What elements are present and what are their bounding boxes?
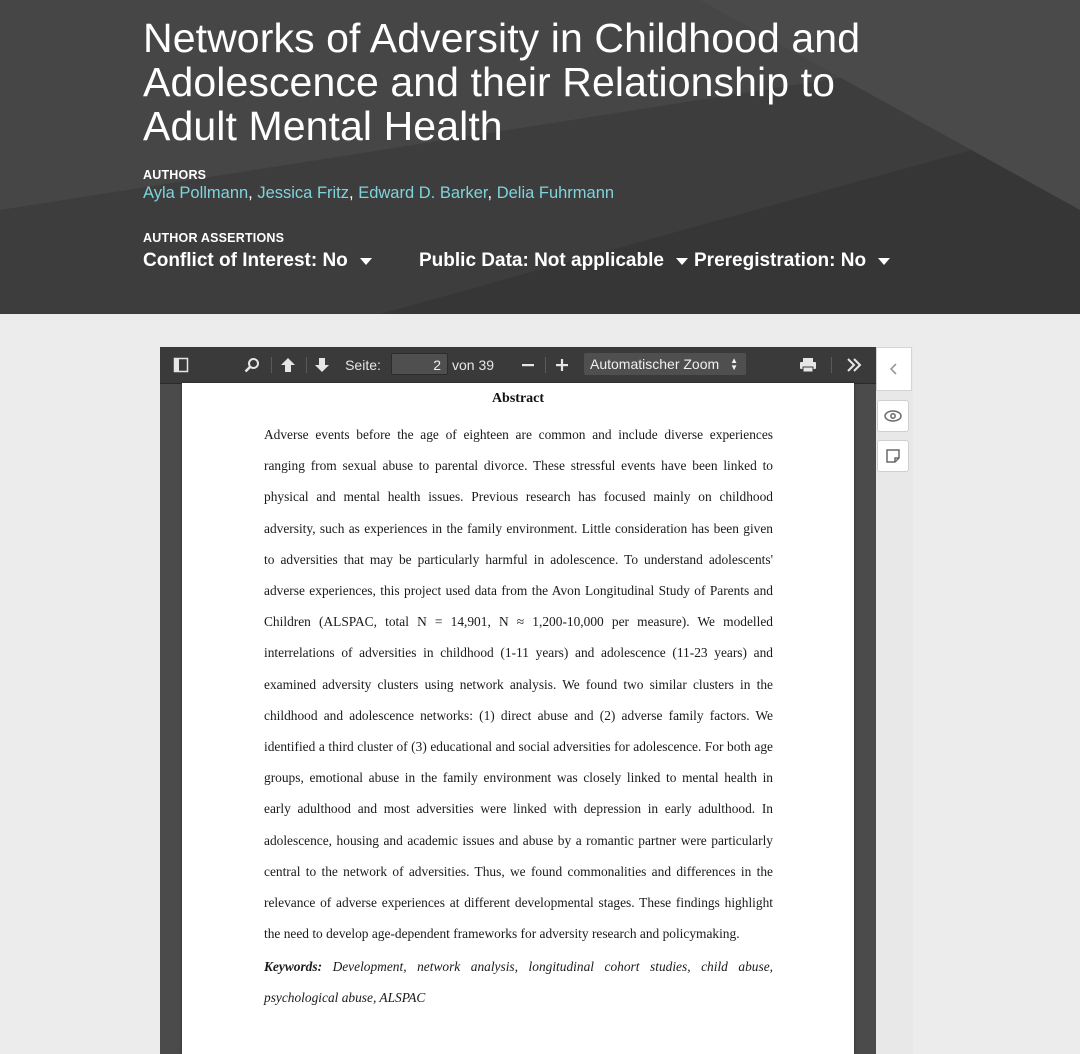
zoom-select[interactable] bbox=[584, 353, 746, 375]
sidebar-toggle-icon[interactable] bbox=[168, 347, 194, 383]
keywords-paragraph bbox=[264, 951, 773, 1013]
toolbar-divider bbox=[306, 357, 307, 373]
zoom-out-icon[interactable] bbox=[515, 347, 541, 383]
authors-list: Ayla Pollmann, Jessica Fritz, Edward D. Barker, Delia Fuhrmann bbox=[143, 184, 615, 202]
authors-label: AUTHORS bbox=[143, 168, 207, 182]
print-icon[interactable] bbox=[795, 347, 821, 383]
select-arrows-icon: ▲ ▼ bbox=[730, 356, 738, 372]
abstract-heading: Abstract bbox=[491, 391, 545, 406]
conflict-of-interest-dropdown[interactable] bbox=[143, 250, 372, 272]
author-link[interactable]: Ayla Pollmann bbox=[143, 184, 249, 202]
toolbar-divider bbox=[831, 357, 832, 373]
page-title: Networks of Adversity in Childhood and Adolescence and their Relationship to Adult Mental Health bbox=[143, 15, 861, 149]
page-label: Seite: bbox=[345, 357, 381, 373]
keywords-text: Development, network analysis, longitudinal cohort studies, child abuse, psychological abuse, ALSPAC bbox=[264, 959, 773, 1006]
toolbar-divider bbox=[271, 357, 272, 373]
page-total: von 39 bbox=[452, 357, 495, 373]
zoom-in-icon[interactable] bbox=[549, 347, 575, 383]
toolbar-divider bbox=[545, 357, 546, 373]
author-link[interactable]: Edward D. Barker bbox=[358, 184, 488, 202]
preprint-header bbox=[0, 0, 1080, 314]
search-icon[interactable] bbox=[239, 347, 265, 383]
preregistration-dropdown[interactable] bbox=[694, 250, 890, 272]
keywords-label: Keywords: bbox=[264, 959, 323, 974]
next-page-icon[interactable] bbox=[309, 347, 335, 383]
note-icon[interactable] bbox=[877, 440, 909, 472]
tools-icon[interactable] bbox=[841, 347, 867, 383]
page-number-input[interactable]: 2 bbox=[391, 353, 448, 375]
chevron-down-icon bbox=[676, 258, 688, 265]
previous-page-icon[interactable] bbox=[275, 347, 301, 383]
eye-icon[interactable] bbox=[877, 400, 909, 432]
collapse-icon[interactable] bbox=[876, 347, 912, 391]
conflict-of-interest-text: Conflict of Interest: No bbox=[143, 250, 348, 271]
pdf-page bbox=[182, 383, 854, 1054]
public-data-text: Public Data: Not applicable bbox=[419, 250, 664, 271]
author-link[interactable]: Jessica Fritz bbox=[257, 184, 350, 202]
public-data-dropdown[interactable] bbox=[419, 250, 688, 272]
zoom-select-value: Automatischer Zoom bbox=[590, 356, 720, 372]
chevron-down-icon bbox=[360, 258, 372, 265]
pdf-toolbar bbox=[160, 347, 876, 383]
author-assertions-label: AUTHOR ASSERTIONS bbox=[143, 231, 285, 245]
preregistration-text: Preregistration: No bbox=[694, 250, 867, 271]
abstract-text: Adverse events before the age of eighteen are common and include diverse experiences ranging from sexual abuse to parental divorce. These stressful events have been linked to physical and mental health issues. Previous research has focused mainly on childhood adversity, such as experiences in the family environment. Little consideration has been given to adversities that may be particularly harmful in adolescence. To understand adolescents' adverse experiences, this project used data from the Avon Longitudinal Study of Parents and Children (ALSPAC, total N = 14,901, N ≈ 1,200-10,000 per measure). We modelled interrelations of adversities in childhood (1-11 years) and adolescence (11-23 years) and examined adversity clusters using network analysis. We found two similar clusters in the childhood and adolescence networks: (1) direct abuse and (2) adverse family factors. We identified a third cluster of (3) educational and social adversities for adolescence. For both age groups, emotional abuse in the family environment was closely linked to mental health in early adulthood and most adversities were linked with depression in early adulthood. In adolescence, housing and academic issues and abuse by a romantic partner were particularly central to the network of adversities. Thus, we found commonalities and differences in the relevance of adverse experiences at different developmental stages. These findings highlight the need to develop age-dependent frameworks for adversity research and policymaking. bbox=[264, 427, 773, 942]
chevron-down-icon bbox=[878, 258, 890, 265]
author-link[interactable]: Delia Fuhrmann bbox=[496, 184, 615, 202]
